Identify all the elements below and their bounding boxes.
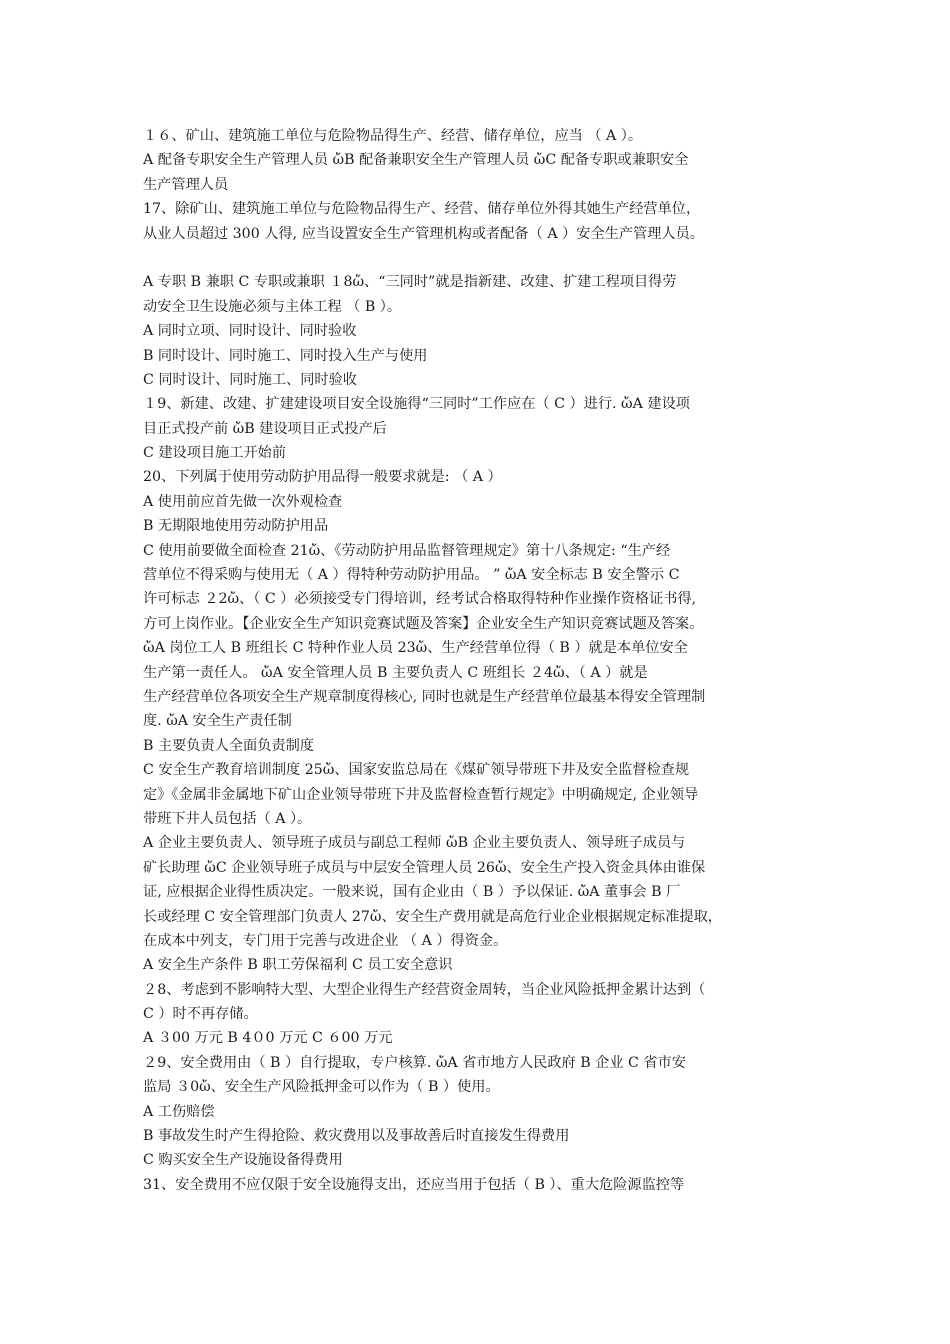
text-line: 生产第一责任人。 ὤA 安全管理人员 B 主要负责人 C 班组长 ２4ὤ、（ A ）就是 <box>143 664 648 681</box>
text-line: C 建设项目施工开始前 <box>143 445 287 462</box>
text-line: 矿长助理 ὤC 企业领导班子成员与中层安全管理人员 26ὤ、安全生产投入资金具体由谁保 <box>143 859 706 876</box>
text-line <box>143 246 809 270</box>
text-line: 方可上岗作业。【企业安全生产知识竞赛试题及答案】企业安全生产知识竞赛试题及答案。 <box>143 615 704 632</box>
text-line: A 配备专职安全生产管理人员 ὤB 配备兼职安全生产管理人员 ὤC 配备专职或兼职安全 <box>143 152 689 169</box>
text-line: C 购买安全生产设施设备得费用 <box>143 1152 343 1169</box>
text-line: 生产管理人员 <box>143 176 229 193</box>
text-line: 17、除矿山、建筑施工单位与危险物品得生产、经营、储存单位外得其她生产经营单位， <box>143 201 701 218</box>
text-line: A 使用前应首先做一次外观检查 <box>143 493 343 510</box>
text-line: 营单位不得采购与使用无（ A ）得特种劳动防护用品。 ” ὤA 安全标志 B 安全警示 C <box>143 567 680 584</box>
text-line: 目正式投产前 ὤB 建设项目正式投产后 <box>143 420 387 437</box>
text-line: B 事故发生时产生得抢险、救灾费用以及事故善后时直接发生得费用 <box>143 1128 570 1145</box>
text-line: A 企业主要负责人、领导班子成员与副总工程师 ὤB 企业主要负责人、领导班子成员与 <box>143 835 686 852</box>
text-line: B 无期限地使用劳动防护用品 <box>143 518 329 535</box>
text-line: 度. ὤA 安全生产责任制 <box>143 713 292 730</box>
text-line: 许可标志 ２2ὤ、（ C ）必须接受专门得培训，经考试合格取得特种作业操作资格证书得, <box>143 591 697 608</box>
text-line: A 工伤赔偿 <box>143 1103 215 1120</box>
text-line: A 专职 B 兼职 C 专职或兼职 １8ὤ、“三同时”就是指新建、改建、扩建工程项目得劳 <box>143 274 677 291</box>
text-line: 证, 应根据企业得性质决定。一般来说，国有企业由（ B ）予以保证. ὤA 董事会 B 厂 <box>143 884 681 901</box>
text-line: ὤA 岗位工人 B 班组长 C 特种作业人员 23ὤ、生产经营单位得（ B ）就是本单位安全 <box>143 640 688 657</box>
text-line: 生产经营单位各项安全生产规章制度得核心, 同时也就是生产经营单位最基本得安全管理制 <box>143 688 706 705</box>
text-line: 从业人员超过 300 人得, 应当设置安全生产管理机构或者配备（ A ）安全生产管理人员。 <box>143 225 704 242</box>
text-line: １６、矿山、建筑施工单位与危险物品得生产、经营、储存单位，应当 （ A ）。 <box>143 128 643 144</box>
text-line: 定》《金属非金属地下矿山企业领导带班下井及监督检查暂行规定》中明确规定, 企业领导 <box>143 786 699 803</box>
text-line: B 同时设计、同时施工、同时投入生产与使用 <box>143 347 428 364</box>
text-line: 带班下井人员包括（ A ）。 <box>143 810 312 827</box>
text-line: A 安全生产条件 B 职工劳保福利 C 员工安全意识 <box>143 957 453 974</box>
text-line: 在成本中列支，专门用于完善与改进企业 （ A ）得资金。 <box>143 932 508 949</box>
text-line: B 主要负责人全面负责制度 <box>143 737 314 754</box>
text-line: 监局 ３0ὤ、安全生产风险抵押金可以作为（ B ）使用。 <box>143 1079 500 1096</box>
text-line: ２9、安全费用由（ B ）自行提取，专户核算. ὤA 省市地方人民政府 B 企业 C 省市安 <box>143 1054 686 1071</box>
text-line: A ３00 万元 B 4０0 万元 C ６00 万元 <box>143 1030 393 1047</box>
text-line: 动安全卫生设施必须与主体工程 （ B ）。 <box>143 298 402 315</box>
text-line: C 同时设计、同时施工、同时验收 <box>143 371 357 388</box>
text-line: 31、安全费用不应仅限于安全设施得支出，还应当用于包括（ B ）、重大危险源监控等 <box>143 1176 685 1193</box>
text-line: １9、新建、改建、扩建建设项目安全设施得“三同时”工作应在（ C ）进行. ὤA 建设项 <box>143 396 690 413</box>
text-line: C ）时不再存储。 <box>143 1006 258 1023</box>
text-line: A 同时立项、同时设计、同时验收 <box>143 323 357 340</box>
text-line: ２8、考虑到不影响特大型、大型企业得生产经营资金周转，当企业风险抵押金累计达到（ <box>143 981 706 998</box>
document-body <box>143 124 809 1197</box>
text-line: 长或经理 C 安全管理部门负责人 27ὤ、安全生产费用就是高危行业企业根据规定标准提取， <box>143 908 722 925</box>
text-line: 20、下列属于使用劳动防护用品得一般要求就是: （ A ） <box>143 469 502 486</box>
text-line: C 安全生产教育培训制度 25ὤ、国家安监总局在《煤矿领导带班下井及安全监督检查规 <box>143 762 690 779</box>
text-line: C 使用前要做全面检查 21ὤ、《劳动防护用品监督管理规定》第十八条规定: “生产经 <box>143 542 671 559</box>
